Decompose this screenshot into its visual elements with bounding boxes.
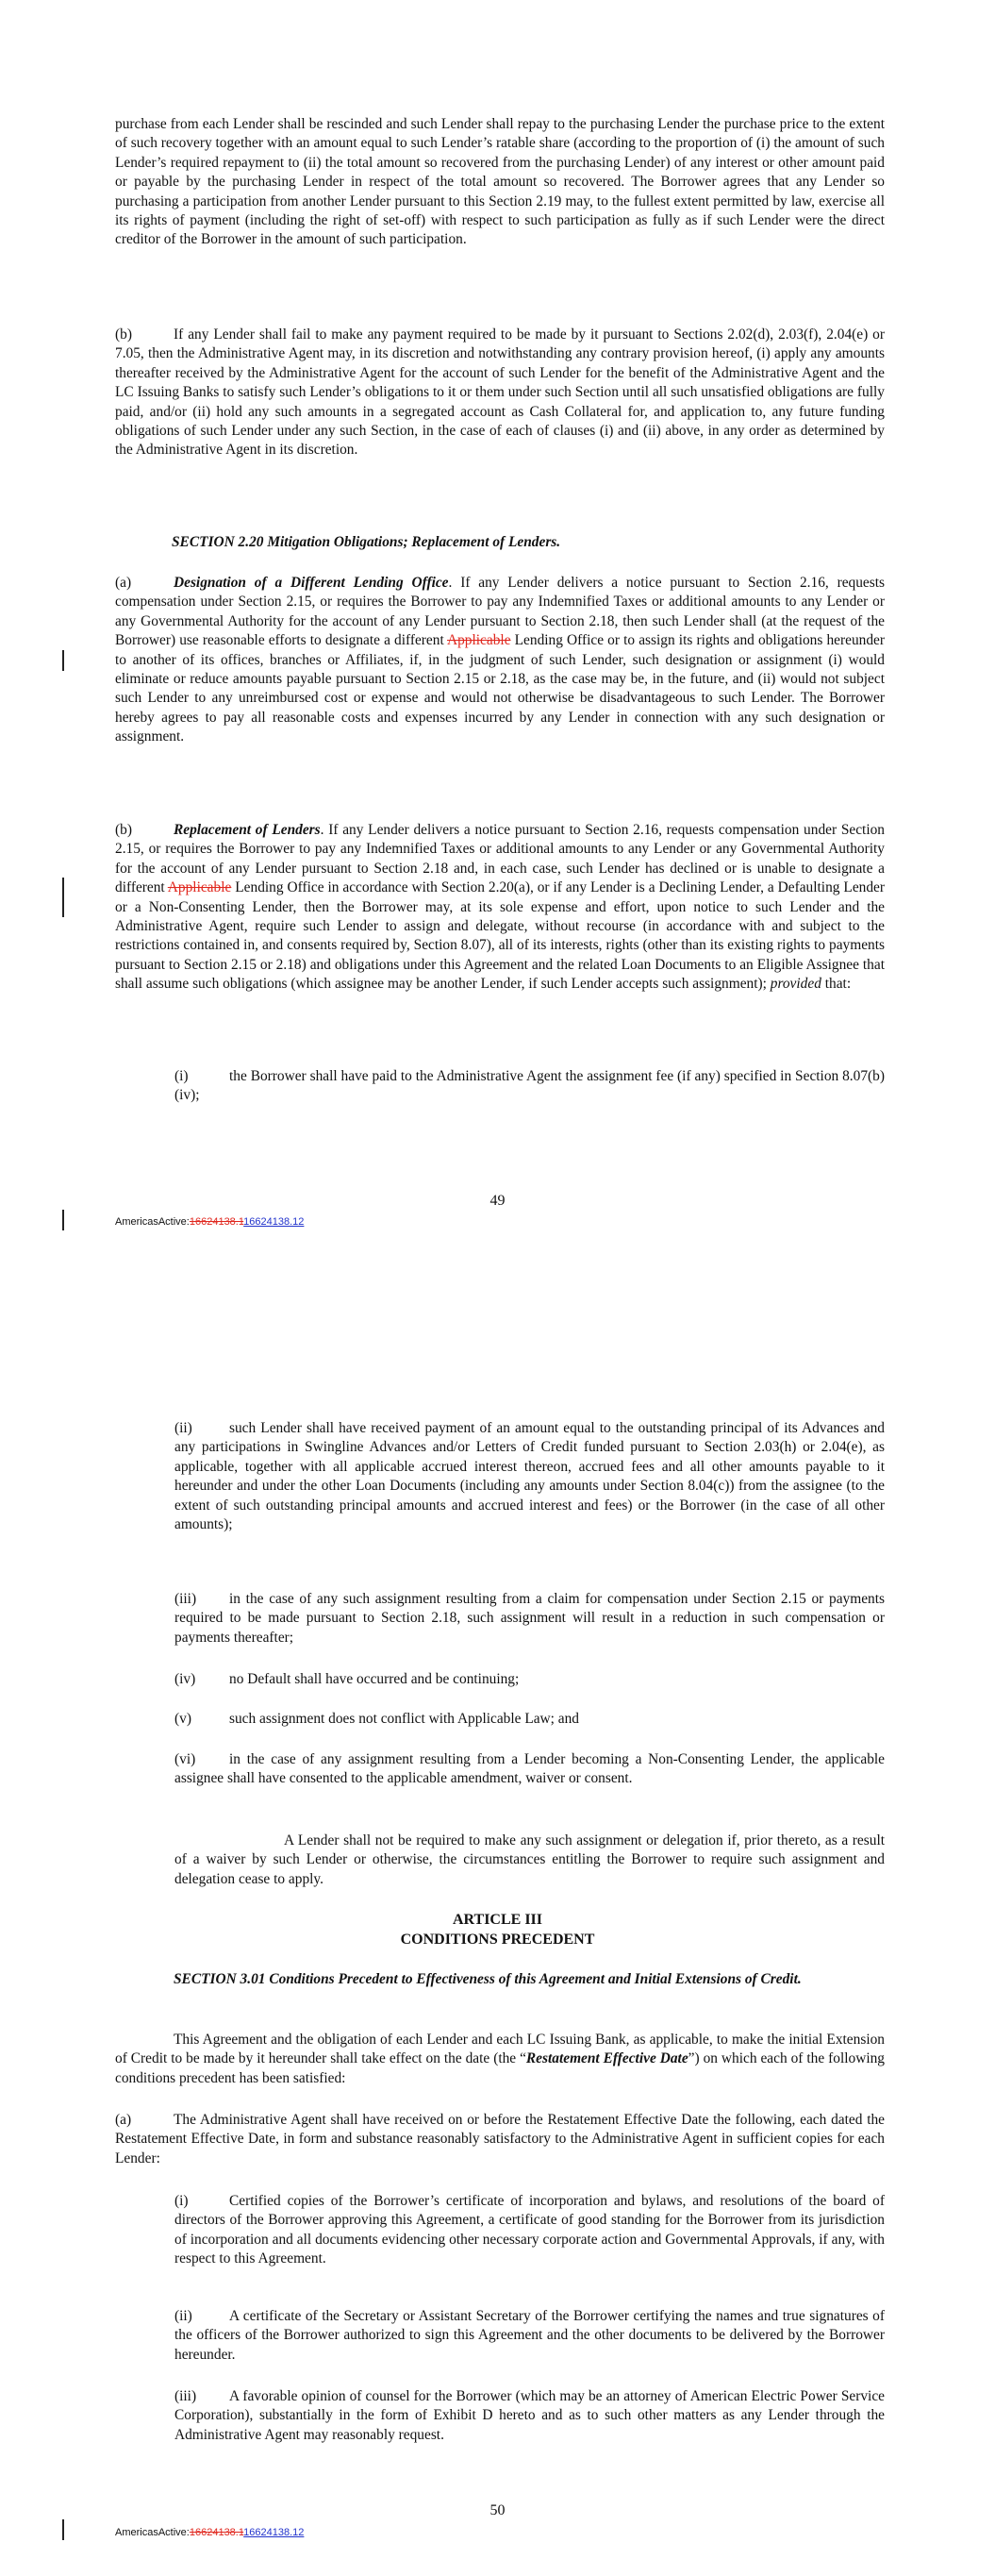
condition-a-i-text: Certified copies of the Borrower’s certificate of incorporation and bylaws, and resolutions of the board of directors of the Borrower approving this Agreement, a certificate of good standing for the Borrower from its jurisdiction of incorporation and all documents evidencing other necessary corporate action and Governmental Approvals, if any, with respect to this Agreement. [174,2193,885,2267]
paragraph-b-marker: (b) [115,326,132,343]
condition-a [115,2111,885,2168]
condition-a-ii-text: A certificate of the Secretary or Assistant Secretary of the Borrower certifying the names and true signatures of the officers of the Borrower authorized to sign this Agreement and the other documents to be delivered by the Borrower hereunder. [174,2308,885,2363]
change-bar [62,878,64,917]
footer-inserted: 16624138.12 [243,2527,305,2538]
clause-i-text: the Borrower shall have paid to the Administrative Agent the assignment fee (if any) specified in Section 8.07(b)(iv); [174,1068,885,1104]
section-2-20-b-text2: Lending Office in accordance with Section 2.20(a), or if any Lender is a Declining Lender, a Defaulting Lender or a Non-Consenting Lender, then the Borrower may, at its sole expense and effort, upon notice to such Lender and the Administrative Agent, require such Lender to assign and delegate, without recourse (in accordance with and subject to the restrictions contained in, and consents required by, Section 8.07), all of its interests, rights (other than its existing rights to payments pursuant to Section 2.15 or 2.18) and obligations under this Agreement and the related Loan Documents to an Eligible Assignee that shall assume such obligations (which assignee may be another Lender, if such Lender accepts such assignment); [115,879,885,993]
change-bar [62,1210,64,1230]
clause-iii [174,1590,885,1648]
section-2-20-a [115,574,885,747]
clause-ii-text: such Lender shall have received payment of an amount equal to the outstanding principal of its Advances and any participations in Swingline Advances and/or Letters of Credit funded pursuant to Section 2.03(h) or 2.04(e), as applicable, together with all applicable accrued interest thereon, accrued fees and all other amounts payable to it hereunder and under the other Loan Documents (including any amounts under Section 8.04(c)) from the assignee (to the extent of such outstanding principal amounts and accrued interest and fees) or the Borrower (in the case of all other amounts); [174,1420,885,1533]
restatement-effective-date-term: Restatement Effective Date [525,2050,688,2067]
section-2-20-b-text1: . If any Lender delivers a notice pursuant to Section 2.16, requests compensation under Section 2.15, or requires the Borrower to pay any Indemnified Taxes or additional amounts to any Lender or any Governmental Authority for the account of any Lender pursuant to Section 2.18 and, in each case, such Lender has declined or is unable to designate a different [115,822,885,896]
condition-a-ii-marker: (ii) [174,2308,192,2324]
page-50 [0,1274,995,2576]
clause-vi-marker: (vi) [174,1751,196,1767]
closing-paragraph-text: A Lender shall not be required to make any such assignment or delegation if, prior thereto, as a result of a waiver by such Lender or otherwise, the circumstances entitling the Borrower to require such assignment and delegation cease to apply. [174,1832,885,1887]
footer [115,1216,304,1228]
intro-text2: ”) on which each of the following conditions precedent has been satisfied: [115,2050,885,2086]
intro-paragraph [115,2031,885,2088]
deleted-text: Applicable [167,879,232,896]
condition-a-iii-text: A favorable opinion of counsel for the Borrower (which may be an attorney of American Electric Power Service Corporation), substantially in the form of Exhibit D hereto and as to such other matters as any Lender through the Administrative Agent may reasonably request. [174,2388,885,2443]
section-2-20-b-title: Replacement of Lenders [174,822,321,838]
clause-v [174,1710,885,1729]
page-number: 49 [489,1193,506,1209]
footer [115,2527,304,2538]
provided-term: provided [770,976,821,993]
clause-i-marker: (i) [174,1068,189,1084]
footer-prefix: AmericasActive: [115,2527,190,2538]
clause-ii-marker: (ii) [174,1420,192,1436]
clause-iv-text: no Default shall have occurred and be continuing; [229,1671,520,1687]
clause-iii-marker: (iii) [174,1591,197,1607]
clause-i [174,1067,885,1106]
section-2-20-b [115,821,885,995]
clause-vi [174,1750,885,1789]
footer-inserted: 16624138.12 [243,1216,305,1228]
section-2-20-heading: SECTION 2.20 Mitigation Obligations; Replacement of Lenders. [172,534,561,550]
deleted-text: Applicable [447,632,511,649]
clause-iv [174,1670,885,1689]
change-bar [62,650,64,671]
condition-a-text: The Administrative Agent shall have received on or before the Restatement Effective Date the following, each dated the Restatement Effective Date, in form and substance reasonably satisfactory to the Administrative Agent in sufficient copies for each Lender: [115,2112,885,2166]
clause-iii-text: in the case of any such assignment resulting from a claim for compensation under Section 2.15 or payments required to be made pursuant to Section 2.18, such assignment will result in a reduction in such compensation or payments thereafter; [174,1591,885,1646]
section-2-20-a-title: Designation of a Different Lending Office [174,575,449,591]
article-subtitle: CONDITIONS PRECEDENT [400,1932,595,1948]
clause-ii [174,1419,885,1534]
condition-a-i [174,2192,885,2269]
footer-deleted: 16624138.1 [189,2527,244,2538]
condition-a-ii [174,2307,885,2365]
section-3-01-heading-text: SECTION 3.01 Conditions Precedent to Effectiveness of this Agreement and Initial Extensions of Credit. [174,1971,802,1987]
condition-a-iii-marker: (iii) [174,2388,197,2404]
paragraph-continuation: purchase from each Lender shall be rescinded and such Lender shall repay to the purchasing Lender the purchase price to the extent of such recovery together with an amount equal to such Lender’s ratable share (according to the proportion of (i) the amount of such Lender’s required repayment to (ii) the total amount so recovered from the purchasing Lender) of any interest or other amount paid or payable by the purchasing Lender in respect of the total amount so recovered. The Borrower agrees that any Lender so purchasing a participation from another Lender pursuant to this Section 2.19 may, to the fullest extent permitted by law, exercise all its rights of payment (including the right of set-off) with respect to such participation as fully as if such Lender were the direct creditor of the Borrower in the amount of such participation. [115,116,885,248]
section-2-20-b-that: that: [821,976,852,993]
section-2-20-a-marker: (a) [115,575,132,591]
intro-text1: This Agreement and the obligation of each Lender and each LC Issuing Bank, as applicable, to make the initial Extension of Credit to be made by it hereunder shall take effect on the date (the “ [115,2032,885,2067]
clause-vi-text: in the case of any assignment resulting from a Lender becoming a Non-Consenting Lender, the applicable assignee shall have consented to the applicable amendment, waiver or consent. [174,1751,885,1787]
condition-a-marker: (a) [115,2112,132,2128]
paragraph-b-text: If any Lender shall fail to make any payment required to be made by it pursuant to Sections 2.02(d), 2.03(f), 2.04(e) or 7.05, then the Administrative Agent may, in its discretion and notwithstanding any contrary provision hereof, (i) apply any amounts thereafter received by the Administrative Agent for the account of such Lender for the benefit of the Administrative Agent and the LC Issuing Banks to satisfy such Lender’s obligations to it or them under such Section until all such unsatisfied obligations are fully paid, and/or (ii) hold any such amounts in a segregated account as Cash Collateral for, and application to, any future funding obligations of such Lender under any such Section, in the case of each of clauses (i) and (ii) above, in any order as determined by the Administrative Agent in its discretion. [115,326,885,459]
page-49 [0,0,995,1274]
page-number: 50 [489,2502,506,2518]
closing-paragraph [174,1832,885,1889]
clause-iv-marker: (iv) [174,1671,196,1687]
footer-deleted: 16624138.1 [189,1216,244,1228]
section-2-20-b-marker: (b) [115,822,132,838]
section-3-01-heading [115,1970,885,1989]
section-2-20-a-text1: . If any Lender delivers a notice pursuant to Section 2.16, requests compensation under Section 2.15, or requires the Borrower to pay any Indemnified Taxes or additional amounts to any Lender or any Governmental Authority for the account of any Lender pursuant to Section 2.18, then such Lender shall (at the request of the Borrower) use reasonable efforts to designate a different [115,575,886,649]
article-title: ARTICLE III [452,1912,543,1928]
footer-prefix: AmericasActive: [115,1216,190,1228]
change-bar [62,2519,64,2540]
clause-v-text: such assignment does not conflict with Applicable Law; and [229,1711,580,1727]
condition-a-i-marker: (i) [174,2193,189,2209]
condition-a-iii [174,2387,885,2445]
section-2-20-a-text2: Lending Office or to assign its rights and obligations hereunder to another of its offices, branches or Affiliates, if, in the judgment of such Lender, such designation or assignment (i) would eliminate or reduce amounts payable pursuant to Section 2.15 or 2.18, as the case may be, in the future, and (ii) would not subject such Lender to any unreimbursed cost or expense and would not otherwise be disadvantageous to such Lender. The Borrower hereby agrees to pay all reasonable costs and expenses incurred by any Lender in connection with any such designation or assignment. [115,632,885,745]
clause-v-marker: (v) [174,1711,191,1727]
paragraph-b [115,326,885,460]
